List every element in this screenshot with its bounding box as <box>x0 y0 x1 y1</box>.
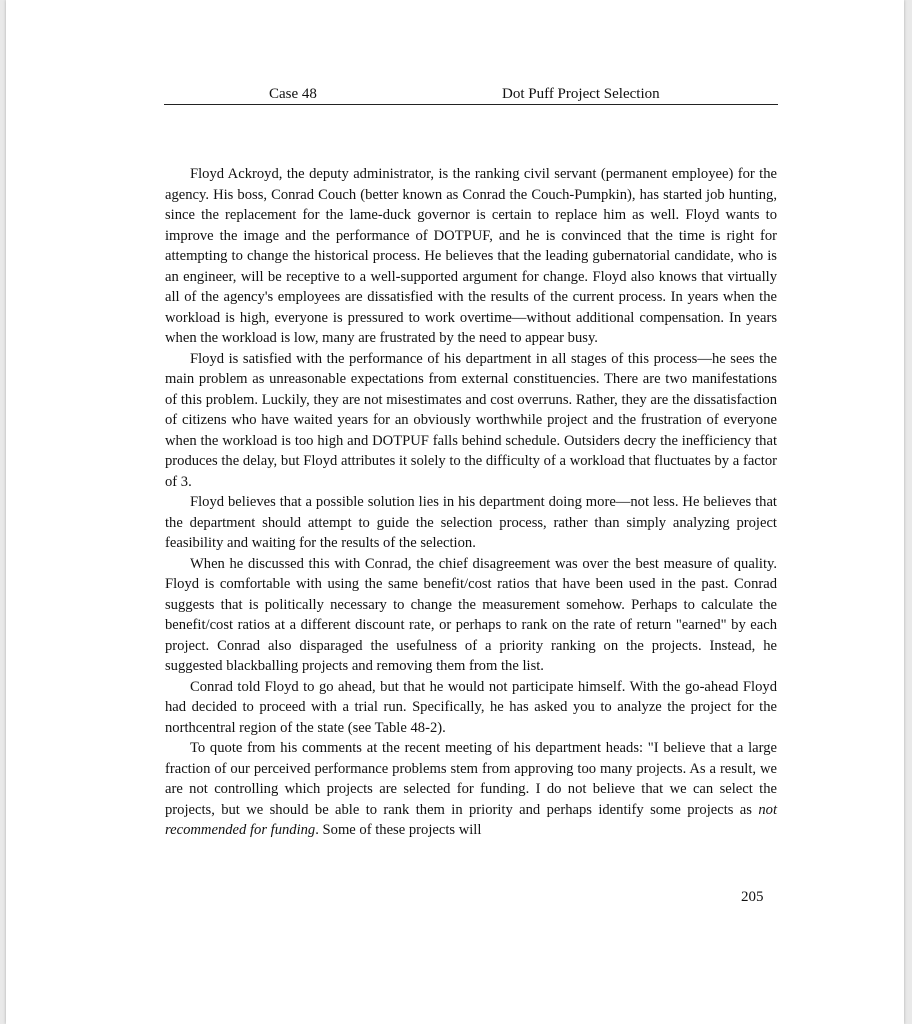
paragraph <box>165 738 777 841</box>
page-number: 205 <box>741 889 764 905</box>
paragraph-text: . Some of these projects will <box>315 822 482 838</box>
paragraph-text: To quote from his comments at the recent meeting of his department heads: "I believe that a large fraction of our perceived performance problems stem from approving too many projects. As a result, we are not controlling which projects are selected for funding. I do not believe that we can select the projects, but we should be able to rank them in priority and perhaps identify some projects as <box>165 740 777 818</box>
paragraph: Floyd believes that a possible solution lies in his department doing more—not less. He believes that the department should attempt to guide the selection process, rather than simply analyzing project feasibility and waiting for the results of the selection. <box>165 494 777 551</box>
document-page <box>6 0 904 1024</box>
chapter-title: Dot Puff Project Selection <box>502 86 660 102</box>
emphasis-text: not recommended for funding <box>165 801 777 838</box>
paragraph: Conrad told Floyd to go ahead, but that he would not participate himself. With the go-ahead Floyd had decided to proceed with a trial run. Specifically, he has asked you to analyze the project for the northcentral region of the state (see Table 48-2). <box>165 678 777 736</box>
case-label: Case 48 <box>269 86 317 102</box>
paragraph: When he discussed this with Conrad, the chief disagreement was over the best measure of quality. Floyd is comfortable with using the same benefit/cost ratios that have been used in the past. Conrad suggests that is politically necessary to change the measurement somehow. Perhaps to calculate the benefit/cost ratios at a different discount rate, or perhaps to rank on the rate of return "earned" by each project. Conrad also disparaged the usefulness of a priority ranking on the projects. Instead, he suggested blackballing projects and removing them from the list. <box>165 555 777 674</box>
paragraph: Floyd is satisfied with the performance of his department in all stages of this process—he sees the main problem as unreasonable expectations from external constituencies. There are two manifestations of this problem. Luckily, they are not misestimates and cost overruns. Rather, they are the dissatisfaction of citizens who have waited years for an obviously worthwhile project and the frustration of everyone when the workload is too high and DOTPUF falls behind schedule. Outsiders decry the inefficiency that produces the delay, but Floyd attributes it solely to the difficulty of a workload that fluctuates by a factor of 3. <box>165 350 777 490</box>
running-header <box>164 86 778 105</box>
body-text <box>165 164 777 841</box>
paragraph: Floyd Ackroyd, the deputy administrator, is the ranking civil servant (permanent employee) for the agency. His boss, Conrad Couch (better known as Conrad the Couch-Pumpkin), has started job hunting, since the replacement for the lame-duck governor is certain to replace him as well. Floyd wants to improve the image and the performance of DOTPUF, and he is convinced that the time is right for attempting to change the historical process. He believes that the leading gubernatorial candidate, who is an engineer, will be receptive to a well-supported argument for change. Floyd also knows that virtually all of the agency's employees are dissatisfied with the results of the current process. In years when the workload is high, everyone is pressured to work overtime—without additional compensation. In years when the workload is low, many are frustrated by the need to appear busy. <box>165 166 777 346</box>
